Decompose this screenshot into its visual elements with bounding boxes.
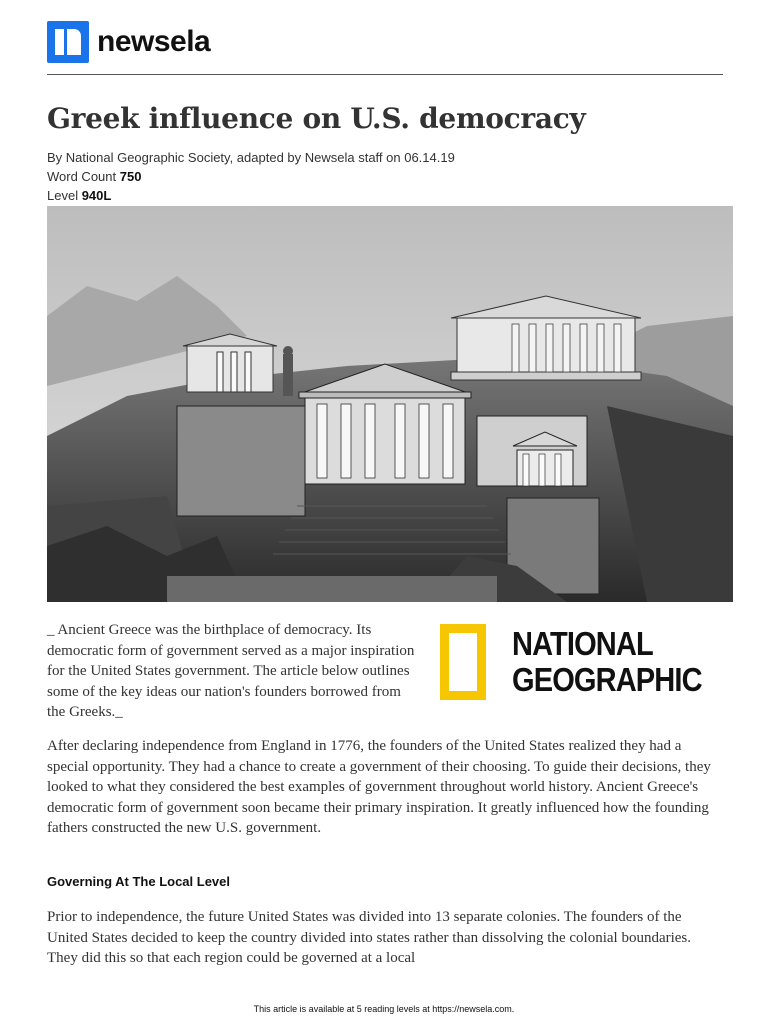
yellow-frame-icon [440, 624, 486, 700]
byline: By National Geographic Society, adapted by Newsela staff on 06.14.19 [47, 150, 455, 165]
article-paragraph: Prior to independence, the future United States was divided into 13 separate colonies. The founders of the United States decided to keep the country divided into states rather than dissolving the colonial boundaries. They did this so that each region could be governed at a local [47, 909, 692, 966]
national-geographic-wordmark: NATIONAL GEOGRAPHIC [512, 625, 702, 698]
acropolis-illustration [47, 206, 733, 602]
reading-level: Level 940L [47, 188, 112, 203]
brand-name: newsela [97, 25, 211, 58]
site-header [47, 20, 210, 64]
newsela-logo-icon [47, 21, 89, 63]
article-title: Greek influence on U.S. democracy [47, 102, 586, 135]
section-heading: Governing At The Local Level [47, 874, 230, 889]
national-geographic-logo [440, 618, 730, 706]
article-intro: _ Ancient Greece was the birthplace of democracy. Its democratic form of government served as a major inspiration for the United States government. The article below outlines some of the key ideas our nation's founders borrowed from the Greeks._ [47, 622, 415, 720]
header-divider [47, 74, 723, 75]
article-meta [47, 148, 455, 205]
word-count: Word Count 750 [47, 169, 142, 184]
page-footer: This article is available at 5 reading levels at https://newsela.com. [253, 1004, 515, 1014]
article-paragraph: After declaring independence from England in 1776, the founders of the United States realized they had a special opportunity. They had a chance to create a government of their choosing. To guide their decisions, they looked to what they considered the best examples of government throughout world history. Ancient Greece's democratic form of government soon became their primary inspiration. It greatly influenced how the founding fathers constructed the new U.S. government. [47, 738, 711, 836]
